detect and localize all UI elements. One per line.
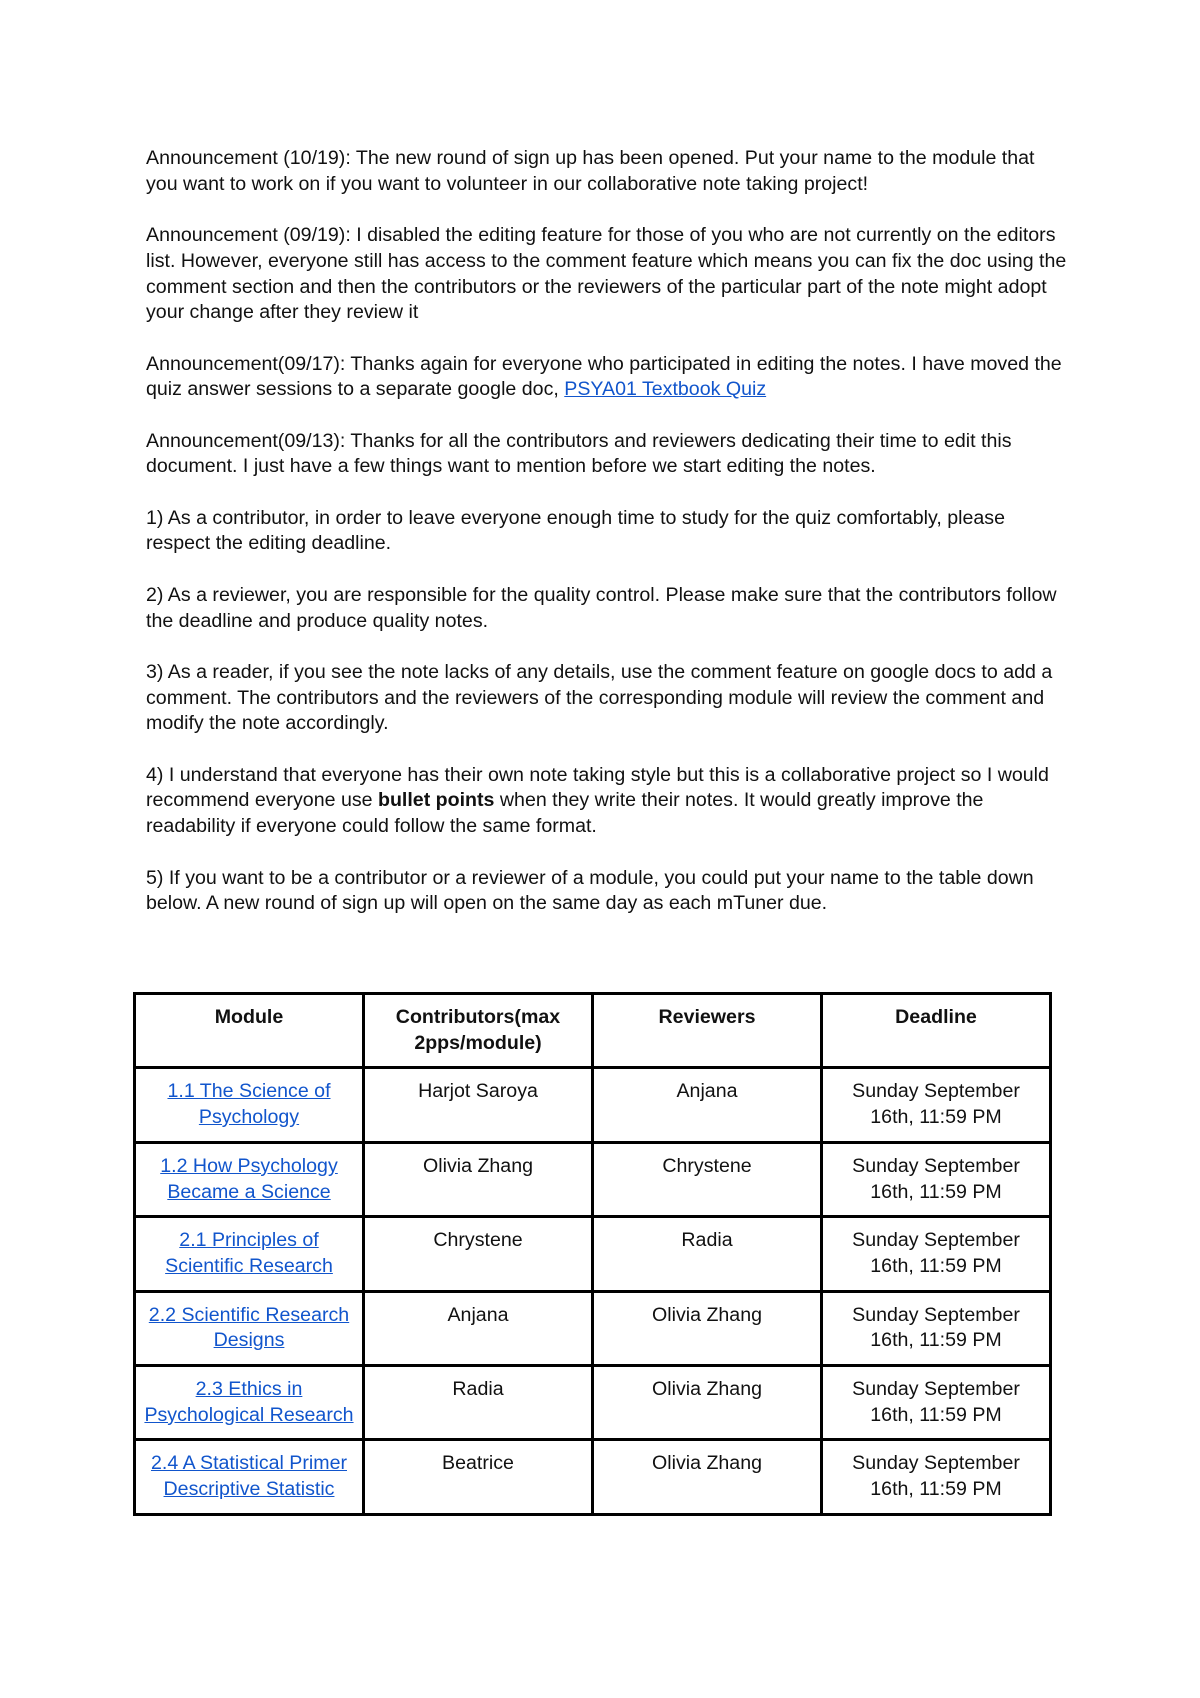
module-link[interactable]: 2.3 Ethics in Psychological Research: [144, 1378, 354, 1426]
signup-table: [133, 992, 1052, 1516]
table-row: [135, 1142, 1051, 1216]
header-module: Module: [135, 994, 364, 1068]
point-4-after: when they write their notes. It would greatly improve the readability if everyone could follow the same format.: [146, 789, 984, 838]
module-cell: [135, 1217, 364, 1291]
reviewer-cell: Olivia Zhang: [593, 1440, 822, 1514]
point-4: [146, 763, 1071, 840]
table-header-row: [135, 994, 1051, 1068]
announcement-1019: Announcement (10/19): The new round of sign up has been opened. Put your name to the module that you want to work on if you want to volunteer in our collaborative note taking project!: [146, 147, 1035, 195]
deadline-cell: Sunday September 16th, 11:59 PM: [822, 1217, 1051, 1291]
header-contributors: Contributors(max 2pps/module): [364, 994, 593, 1068]
deadline-cell: Sunday September 16th, 11:59 PM: [822, 1291, 1051, 1365]
contributor-cell: Chrystene: [364, 1217, 593, 1291]
contributor-cell: Olivia Zhang: [364, 1142, 593, 1216]
module-link[interactable]: 1.2 How Psychology Became a Science: [160, 1154, 338, 1203]
document-body: [146, 146, 1071, 943]
contributor-cell: Harjot Saroya: [364, 1068, 593, 1142]
deadline-cell: Sunday September 16th, 11:59 PM: [822, 1068, 1051, 1142]
announcement-0917: [146, 352, 1071, 403]
reviewer-cell: Radia: [593, 1217, 822, 1291]
module-link[interactable]: 2.1 Principles of Scientific Research: [165, 1229, 333, 1277]
table-row: [135, 1217, 1051, 1291]
header-reviewers: Reviewers: [593, 994, 822, 1068]
point-4-before: 4) I understand that everyone has their own note taking style but this is a collaborative project so I would recommend everyone use: [146, 763, 1049, 812]
point-4-bold: bullet points: [377, 789, 495, 812]
table-row: [135, 1440, 1051, 1514]
point-5: 5) If you want to be a contributor or a reviewer of a module, you could put your name to the table down below. A new round of sign up will open on the same day as each mTuner due.: [146, 866, 1034, 915]
contributor-cell: Beatrice: [364, 1440, 593, 1514]
table-row: [135, 1291, 1051, 1365]
deadline-cell: Sunday September 16th, 11:59 PM: [822, 1440, 1051, 1514]
reviewer-cell: Anjana: [593, 1068, 822, 1142]
point-2: 2) As a reviewer, you are responsible for the quality control. Please make sure that the contributors follow the deadline and produce quality notes.: [146, 583, 1057, 632]
module-cell: [135, 1142, 364, 1216]
table-row: [135, 1068, 1051, 1142]
module-cell: [135, 1068, 364, 1142]
module-cell: [135, 1291, 364, 1365]
announcement-0919: Announcement (09/19): I disabled the editing feature for those of you who are not currently on the editors list. However, everyone still has access to the comment feature which means you can fix the doc using the comment section and then the contributors or the reviewers of the particular part of the note might adopt your change after they review it: [146, 224, 1067, 324]
reviewer-cell: Olivia Zhang: [593, 1291, 822, 1365]
contributor-cell: Radia: [364, 1366, 593, 1440]
reviewer-cell: Chrystene: [593, 1142, 822, 1216]
module-cell: [135, 1366, 364, 1440]
quiz-doc-link[interactable]: PSYA01 Textbook Quiz: [564, 378, 767, 401]
reviewer-cell: Olivia Zhang: [593, 1366, 822, 1440]
module-cell: [135, 1440, 364, 1514]
announcement-0917-text: Announcement(09/17): Thanks again for everyone who participated in editing the notes. I have moved the quiz answer sessions to a separate google doc,: [146, 352, 1062, 401]
module-link[interactable]: 1.1 The Science of Psychology: [167, 1080, 331, 1129]
module-link[interactable]: 2.2 Scientific Research Designs: [148, 1303, 350, 1352]
contributor-cell: Anjana: [364, 1291, 593, 1365]
point-1: 1) As a contributor, in order to leave everyone enough time to study for the quiz comfortably, please respect the editing deadline.: [146, 506, 1005, 555]
table-row: [135, 1366, 1051, 1440]
module-link[interactable]: 2.4 A Statistical Primer Descriptive Statistic: [150, 1452, 347, 1501]
header-deadline: Deadline: [822, 994, 1051, 1068]
point-3: 3) As a reader, if you see the note lacks of any details, use the comment feature on google docs to add a comment. The contributors and the reviewers of the corresponding module will review the comment and modify the note accordingly.: [146, 660, 1053, 735]
deadline-cell: Sunday September 16th, 11:59 PM: [822, 1142, 1051, 1216]
deadline-cell: Sunday September 16th, 11:59 PM: [822, 1366, 1051, 1440]
announcement-0913: Announcement(09/13): Thanks for all the contributors and reviewers dedicating their time to edit this document. I just have a few things want to mention before we start editing the notes.: [146, 429, 1012, 478]
